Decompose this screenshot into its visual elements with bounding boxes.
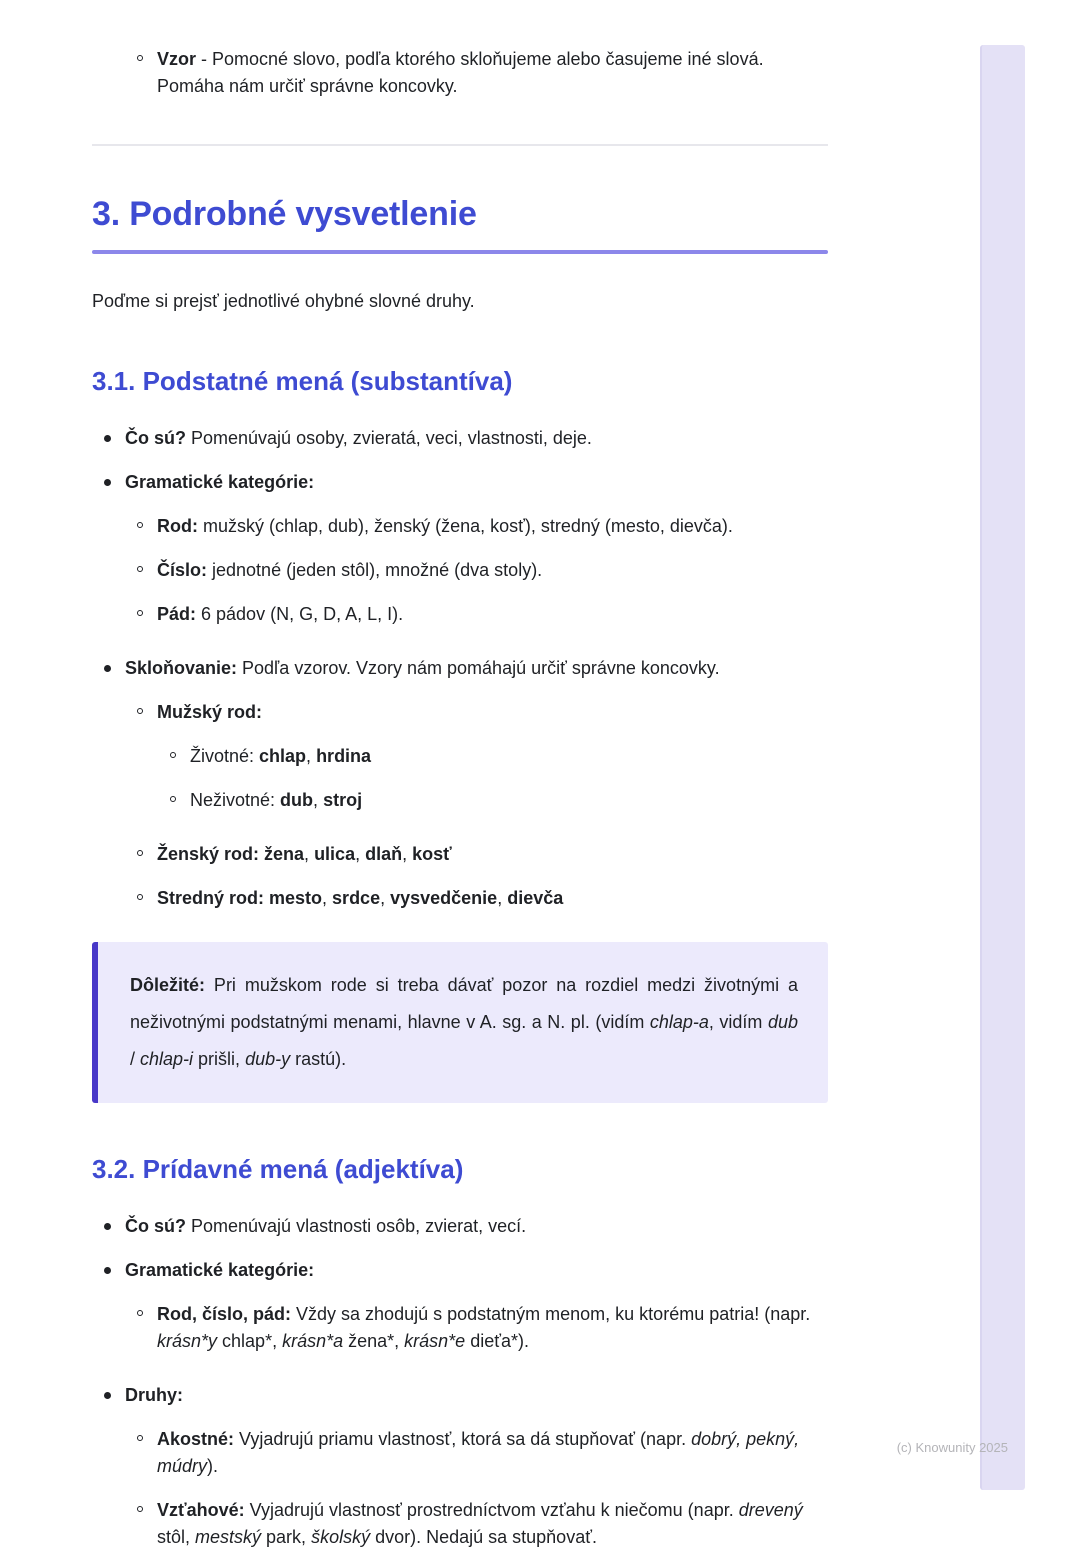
list-item-text: Čo sú? Pomenúvajú vlastnosti osôb, zvierat, vecí. — [125, 1216, 527, 1236]
section-3-heading: 3. Podrobné vysvetlenie — [92, 195, 477, 233]
circle-bullet-icon — [137, 708, 143, 714]
list-item-text: Druhy: — [125, 1385, 183, 1405]
circle-bullet-icon — [137, 610, 143, 616]
circle-bullet-icon — [137, 566, 143, 572]
scrollbar-track[interactable] — [980, 45, 1025, 1490]
list-item — [92, 1497, 828, 1551]
circle-bullet-icon — [137, 1310, 143, 1316]
list-item — [92, 1426, 828, 1480]
circle-bullet-icon — [137, 850, 143, 856]
list-item — [92, 841, 828, 868]
list-item-text: Akostné: Vyjadrujú priamu vlastnosť, ktorá sa dá stupňovať (napr. dobrý, pekný, múdry). — [157, 1429, 800, 1476]
circle-bullet-icon — [170, 796, 176, 802]
list-item-text: Gramatické kategórie: — [125, 1260, 315, 1280]
circle-bullet-icon — [137, 894, 143, 900]
section-divider — [92, 144, 828, 146]
list-item-text: Vzťahové: Vyjadrujú vlastnosť prostredníctvom vzťahu k niečomu (napr. drevený stôl, mestský park, školský dvor). Nedajú sa stupňovať. — [157, 1500, 803, 1547]
heading-underline — [92, 250, 828, 254]
disc-bullet-icon — [104, 1267, 111, 1274]
list-item-text: Skloňovanie: Podľa vzorov. Vzory nám pomáhajú určiť správne koncovky. — [125, 658, 720, 678]
list-item-text: Mužský rod: — [157, 702, 263, 722]
circle-bullet-icon — [137, 55, 143, 61]
list-item-text: Rod, číslo, pád: Vždy sa zhodujú s podstatným menom, ku ktorému patria! (napr. krásn*y chlap*, krásn*a žena*, krásn*e dieťa*). — [157, 1304, 811, 1351]
list-item — [92, 699, 828, 726]
list-item-text: Vzor - Pomocné slovo, podľa ktorého skloňujeme alebo časujeme iné slová. Pomáha nám určiť správne koncovky. — [157, 49, 764, 96]
list-item — [92, 655, 828, 682]
list-item-text: Neživotné: dub, stroj — [190, 790, 363, 810]
list-item-text: Ženský rod: žena, ulica, dlaň, kosť — [157, 844, 452, 864]
disc-bullet-icon — [104, 479, 111, 486]
important-callout — [92, 942, 828, 1103]
list-item — [92, 425, 828, 452]
list-item — [92, 46, 828, 100]
subsection-31-heading: 3.1. Podstatné mená (substantíva) — [92, 366, 513, 396]
disc-bullet-icon — [104, 1392, 111, 1399]
circle-bullet-icon — [137, 1435, 143, 1441]
disc-bullet-icon — [104, 665, 111, 672]
circle-bullet-icon — [137, 522, 143, 528]
list-item-text: Stredný rod: mesto, srdce, vysvedčenie, dievča — [157, 888, 564, 908]
section-3-intro: Poďme si prejsť jednotlivé ohybné slovné druhy. — [92, 291, 475, 311]
circle-bullet-icon — [137, 1506, 143, 1512]
list-item — [92, 557, 828, 584]
list-item-text: Gramatické kategórie: — [125, 472, 315, 492]
list-item — [92, 601, 828, 628]
disc-bullet-icon — [104, 435, 111, 442]
list-item — [92, 1301, 828, 1355]
list-item-text: Rod: mužský (chlap, dub), ženský (žena, kosť), stredný (mesto, dievča). — [157, 516, 733, 536]
list-item-text: Pád: 6 pádov (N, G, D, A, L, I). — [157, 604, 404, 624]
disc-bullet-icon — [104, 1223, 111, 1230]
circle-bullet-icon — [170, 752, 176, 758]
list-item-text: Čo sú? Pomenúvajú osoby, zvieratá, veci, vlastnosti, deje. — [125, 428, 592, 448]
list-item-text: Životné: chlap, hrdina — [190, 746, 372, 766]
list-item — [92, 513, 828, 540]
list-item — [92, 469, 828, 496]
list-item — [92, 787, 828, 814]
list-item-text: Číslo: jednotné (jeden stôl), množné (dva stoly). — [157, 560, 543, 580]
copyright-watermark: (c) Knowunity 2025 — [896, 1440, 1008, 1455]
list-item — [92, 1213, 828, 1240]
list-item — [92, 743, 828, 770]
list-item — [92, 1382, 828, 1409]
list-item — [92, 1257, 828, 1284]
list-item — [92, 885, 828, 912]
document-content — [92, 0, 828, 1568]
callout-text: Dôležité: Pri mužskom rode si treba dávať pozor na rozdiel medzi životnými a neživotnými podstatnými menami, hlavne v A. sg. a N. pl. (vidím chlap-a, vidím dub / chlap-i prišli, dub-y rastú). — [130, 975, 798, 1069]
subsection-32-heading: 3.2. Prídavné mená (adjektíva) — [92, 1154, 464, 1184]
